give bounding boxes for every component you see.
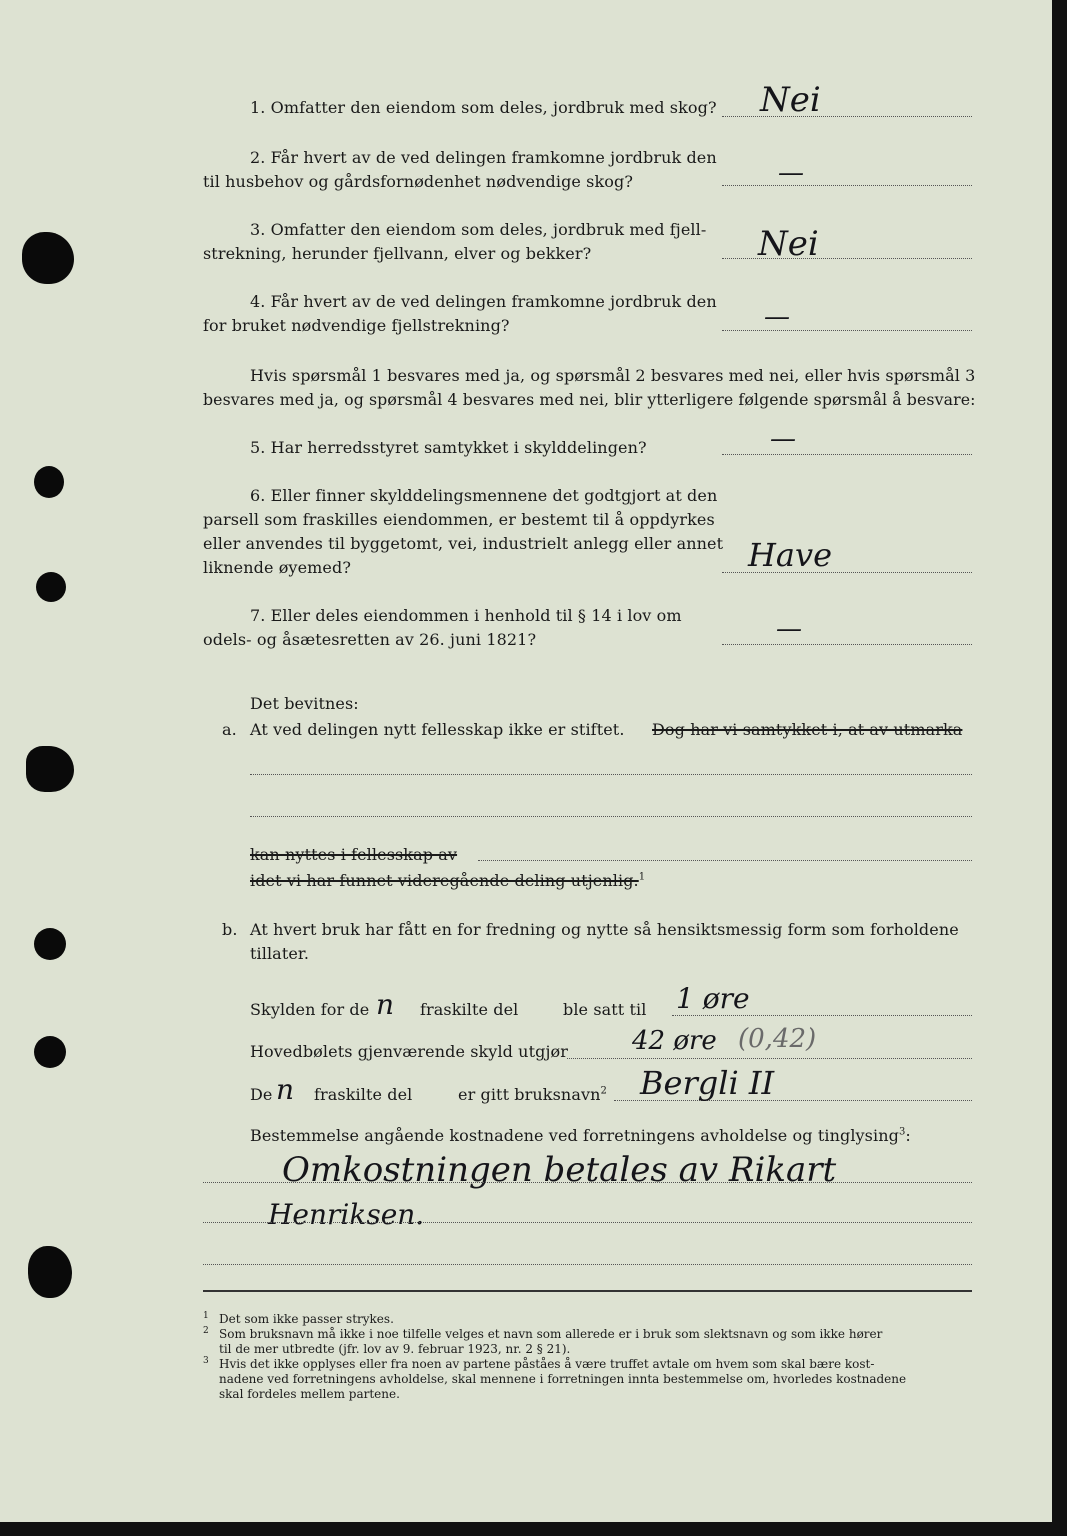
- footnote-number-2: 2: [203, 1326, 209, 1336]
- hoved-note-handwritten: (0,42): [738, 1024, 817, 1054]
- question-3-line2: strekning, herunder fjellvann, elver og bekker?: [203, 244, 592, 263]
- punch-hole: [34, 466, 64, 498]
- punch-hole: [36, 572, 66, 602]
- struck-line-1: kan nyttes i fellesskap av: [250, 845, 458, 864]
- bruks-value-handwritten: Bergli II: [640, 1064, 775, 1102]
- footnote-ref-1: 1: [638, 871, 646, 883]
- answer-4-handwritten: —: [764, 302, 790, 332]
- value-line: [203, 1264, 972, 1265]
- skyld-value-handwritten: 1 øre: [676, 982, 750, 1015]
- question-3-line1: 3. Omfatter den eiendom som deles, jordbruk med fjell-: [250, 220, 707, 239]
- condition-line1: Hvis spørsmål 1 besvares med ja, og spørsmål 2 besvares med nei, eller hvis spørsmål 3: [250, 366, 976, 385]
- witness-a-label: a.: [222, 720, 237, 739]
- skyld-suffix: ble satt til: [563, 1000, 647, 1019]
- value-line: [203, 1182, 972, 1183]
- struck-line-2-wrap: [250, 869, 645, 893]
- skyld-prefix: Skylden for de: [250, 1000, 370, 1019]
- footnote-number-1: 1: [203, 1311, 209, 1321]
- answer-line: [722, 454, 972, 455]
- bruks-prefix: De: [250, 1085, 273, 1104]
- blank-line: [250, 774, 972, 775]
- hoved-value-handwritten: 42 øre: [632, 1026, 717, 1056]
- answer-1-handwritten: Nei: [760, 80, 821, 120]
- blank-line: [478, 860, 972, 861]
- question-7-line2: odels- og åsætesretten av 26. juni 1821?: [203, 630, 537, 649]
- kost-label-wrap: [250, 1124, 911, 1148]
- value-line: [203, 1222, 972, 1223]
- hoved-label: Hovedbølets gjenværende skyld utgjør: [250, 1042, 569, 1061]
- question-2-line1: 2. Får hvert av de ved delingen framkomne jordbruk den: [250, 148, 717, 167]
- witness-heading: Det bevitnes:: [250, 694, 359, 713]
- answer-line: [722, 185, 972, 186]
- footnote-2-line2: til de mer utbredte (jfr. lov av 9. februar 1923, nr. 2 § 21).: [219, 1342, 571, 1356]
- skyld-handwritten-n: n: [376, 988, 395, 1021]
- punch-hole: [26, 746, 74, 792]
- kost-handwritten-line1: Omkostningen betales av Rikart: [282, 1150, 837, 1190]
- question-7-line1: 7. Eller deles eiendommen i henhold til § 14 i lov om: [250, 606, 682, 625]
- bruks-handwritten-n: n: [276, 1073, 295, 1106]
- kost-colon: :: [905, 1126, 911, 1145]
- footnote-3-line1: Hvis det ikke opplyses eller fra noen av partene påståes å være truffet avtale om hvem som skal bære kost-: [219, 1357, 875, 1371]
- bruks-suffix: er gitt bruksnavn: [458, 1085, 601, 1104]
- answer-7-handwritten: —: [776, 614, 802, 644]
- question-1: 1. Omfatter den eiendom som deles, jordbruk med skog?: [250, 98, 717, 117]
- question-6-line2: parsell som fraskilles eiendommen, er bestemt til å oppdyrkes: [203, 510, 715, 529]
- punch-hole: [28, 1246, 72, 1298]
- footnote-number-3: 3: [203, 1356, 209, 1366]
- footnote-3-line3: skal fordeles mellem partene.: [219, 1387, 400, 1401]
- question-4-line1: 4. Får hvert av de ved delingen framkomne jordbruk den: [250, 292, 717, 311]
- punch-hole: [22, 232, 74, 284]
- kost-label: Bestemmelse angående kostnadene ved forretningens avholdelse og tinglysing: [250, 1126, 899, 1145]
- value-line: [672, 1015, 972, 1016]
- witness-b-line2: tillater.: [250, 944, 310, 963]
- value-line: [567, 1058, 972, 1059]
- struck-line-2: idet vi har funnet videregående deling utjenlig.: [250, 871, 639, 890]
- question-6-line4: liknende øyemed?: [203, 558, 352, 577]
- answer-3-handwritten: Nei: [758, 224, 819, 264]
- question-5: 5. Har herredsstyret samtykket i skylddelingen?: [250, 438, 647, 457]
- witness-b-label: b.: [222, 920, 238, 939]
- skyld-mid: fraskilte del: [420, 1000, 519, 1019]
- bruks-mid: fraskilte del: [314, 1085, 413, 1104]
- answer-6-handwritten: Have: [748, 536, 832, 574]
- footnote-ref-2: 2: [600, 1085, 607, 1097]
- witness-a-struck: Dog har vi samtykket i, at av utmarka: [652, 720, 963, 739]
- punch-hole: [34, 1036, 66, 1068]
- kost-handwritten-line2: Henriksen.: [268, 1198, 425, 1231]
- blank-line: [250, 816, 972, 817]
- footnote-3-line2: nadene ved forretningens avholdelse, skal mennene i forretningen innta bestemmelse om, hvorledes kostnadene: [219, 1372, 907, 1386]
- question-4-line2: for bruket nødvendige fjellstrekning?: [203, 316, 510, 335]
- answer-line: [722, 330, 972, 331]
- footnote-2-line1: Som bruksnavn må ikke i noe tilfelle velges et navn som allerede er i bruk som slektsnavn og som ikke hører: [219, 1327, 883, 1341]
- witness-b-line1: At hvert bruk har fått en for fredning og nytte så hensiktsmessig form som forholdene: [250, 920, 959, 939]
- footnote-rule: [203, 1290, 972, 1292]
- footnote-ref-3: 3: [898, 1126, 906, 1138]
- answer-5-handwritten: —: [770, 424, 796, 454]
- punch-hole: [34, 928, 66, 960]
- question-6-line3: eller anvendes til byggetomt, vei, industrielt anlegg eller annet: [203, 534, 724, 553]
- footnote-1: Det som ikke passer strykes.: [219, 1312, 394, 1326]
- answer-line: [722, 644, 972, 645]
- question-2-line2: til husbehov og gårdsfornødenhet nødvendige skog?: [203, 172, 634, 191]
- bruks-suffix-wrap: [458, 1083, 607, 1107]
- question-6-line1: 6. Eller finner skylddelingsmennene det godtgjort at den: [250, 486, 718, 505]
- answer-2-handwritten: —: [778, 158, 804, 188]
- witness-a-text: At ved delingen nytt fellesskap ikke er stiftet.: [250, 720, 625, 739]
- condition-line2: besvares med ja, og spørsmål 4 besvares med nei, blir ytterligere følgende spørsmål å besvare:: [203, 390, 976, 409]
